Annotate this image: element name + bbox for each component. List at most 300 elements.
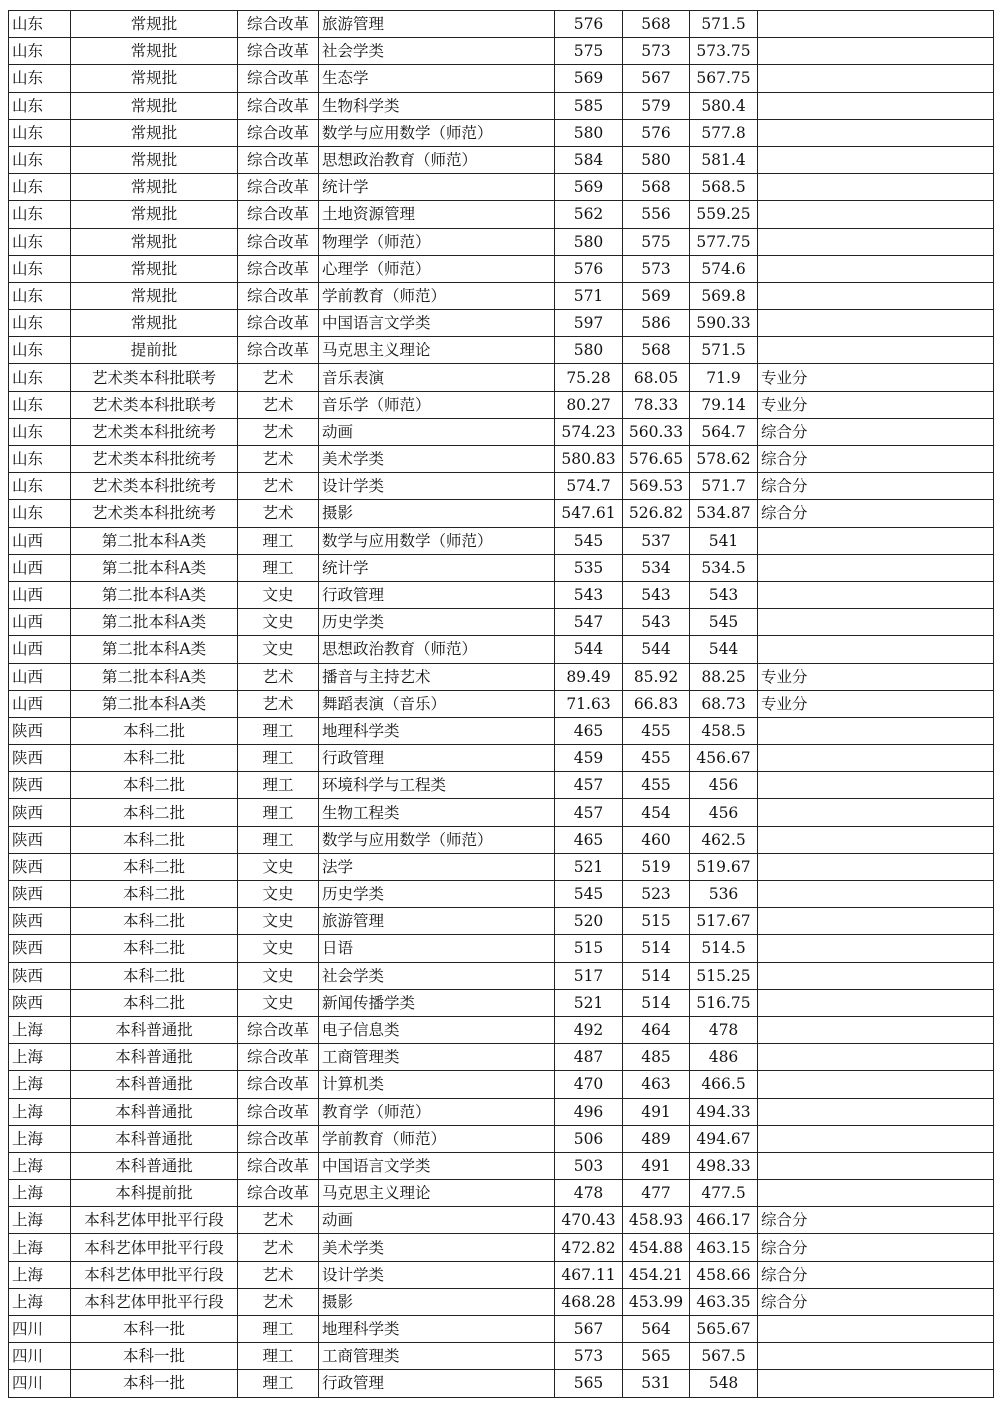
cell-category: 艺术 xyxy=(238,690,319,717)
cell-max-score: 467.11 xyxy=(555,1261,623,1288)
cell-category: 理工 xyxy=(238,717,319,744)
cell-major: 历史学类 xyxy=(319,609,555,636)
cell-avg-score: 88.25 xyxy=(690,663,758,690)
cell-province: 山东 xyxy=(9,418,71,445)
cell-note xyxy=(758,1098,994,1125)
cell-batch: 本科艺体甲批平行段 xyxy=(71,1288,238,1315)
cell-major: 历史学类 xyxy=(319,881,555,908)
cell-category: 文史 xyxy=(238,962,319,989)
cell-note xyxy=(758,282,994,309)
cell-batch: 本科普通批 xyxy=(71,1125,238,1152)
cell-min-score: 489 xyxy=(623,1125,690,1152)
cell-category: 文史 xyxy=(238,881,319,908)
cell-category: 艺术 xyxy=(238,418,319,445)
cell-category: 综合改革 xyxy=(238,92,319,119)
cell-major: 音乐表演 xyxy=(319,364,555,391)
cell-min-score: 514 xyxy=(623,935,690,962)
cell-note: 综合分 xyxy=(758,500,994,527)
cell-category: 理工 xyxy=(238,527,319,554)
cell-batch: 本科二批 xyxy=(71,908,238,935)
cell-avg-score: 568.5 xyxy=(690,174,758,201)
cell-major: 环境科学与工程类 xyxy=(319,772,555,799)
cell-batch: 本科艺体甲批平行段 xyxy=(71,1207,238,1234)
cell-note xyxy=(758,881,994,908)
cell-note xyxy=(758,799,994,826)
cell-avg-score: 544 xyxy=(690,636,758,663)
cell-province: 上海 xyxy=(9,1180,71,1207)
cell-category: 综合改革 xyxy=(238,174,319,201)
cell-category: 艺术 xyxy=(238,1261,319,1288)
cell-max-score: 521 xyxy=(555,989,623,1016)
cell-avg-score: 68.73 xyxy=(690,690,758,717)
cell-province: 山东 xyxy=(9,364,71,391)
cell-major: 中国语言文学类 xyxy=(319,1152,555,1179)
cell-major: 美术学类 xyxy=(319,1234,555,1261)
table-row xyxy=(9,717,994,744)
cell-avg-score: 577.75 xyxy=(690,228,758,255)
cell-min-score: 543 xyxy=(623,581,690,608)
cell-max-score: 71.63 xyxy=(555,690,623,717)
cell-batch: 第二批本科A类 xyxy=(71,636,238,663)
table-row xyxy=(9,146,994,173)
cell-major: 马克思主义理论 xyxy=(319,1180,555,1207)
cell-avg-score: 466.17 xyxy=(690,1207,758,1234)
cell-batch: 本科普通批 xyxy=(71,1016,238,1043)
cell-note xyxy=(758,636,994,663)
cell-min-score: 455 xyxy=(623,745,690,772)
cell-min-score: 477 xyxy=(623,1180,690,1207)
cell-category: 综合改革 xyxy=(238,11,319,38)
cell-province: 山东 xyxy=(9,38,71,65)
cell-batch: 艺术类本科批统考 xyxy=(71,446,238,473)
cell-batch: 本科二批 xyxy=(71,826,238,853)
cell-batch: 第二批本科A类 xyxy=(71,690,238,717)
cell-min-score: 454.88 xyxy=(623,1234,690,1261)
table-row xyxy=(9,881,994,908)
cell-batch: 本科二批 xyxy=(71,853,238,880)
cell-batch: 艺术类本科批联考 xyxy=(71,391,238,418)
cell-avg-score: 519.67 xyxy=(690,853,758,880)
cell-major: 数学与应用数学（师范） xyxy=(319,527,555,554)
cell-note xyxy=(758,745,994,772)
cell-min-score: 463 xyxy=(623,1071,690,1098)
cell-province: 山西 xyxy=(9,581,71,608)
cell-province: 陕西 xyxy=(9,772,71,799)
cell-batch: 本科提前批 xyxy=(71,1180,238,1207)
cell-max-score: 569 xyxy=(555,65,623,92)
cell-avg-score: 536 xyxy=(690,881,758,908)
cell-max-score: 565 xyxy=(555,1370,623,1397)
cell-max-score: 580 xyxy=(555,228,623,255)
cell-min-score: 544 xyxy=(623,636,690,663)
cell-note: 综合分 xyxy=(758,1234,994,1261)
cell-max-score: 562 xyxy=(555,201,623,228)
cell-note xyxy=(758,1016,994,1043)
table-row xyxy=(9,282,994,309)
cell-min-score: 453.99 xyxy=(623,1288,690,1315)
table-row xyxy=(9,65,994,92)
cell-major: 统计学 xyxy=(319,174,555,201)
cell-batch: 艺术类本科批统考 xyxy=(71,418,238,445)
cell-major: 马克思主义理论 xyxy=(319,337,555,364)
cell-note xyxy=(758,146,994,173)
cell-max-score: 503 xyxy=(555,1152,623,1179)
cell-major: 动画 xyxy=(319,1207,555,1234)
cell-category: 理工 xyxy=(238,799,319,826)
cell-major: 教育学（师范） xyxy=(319,1098,555,1125)
cell-major: 舞蹈表演（音乐） xyxy=(319,690,555,717)
cell-note xyxy=(758,1316,994,1343)
table-row xyxy=(9,989,994,1016)
cell-note xyxy=(758,65,994,92)
table-row xyxy=(9,663,994,690)
cell-province: 四川 xyxy=(9,1316,71,1343)
cell-category: 综合改革 xyxy=(238,337,319,364)
cell-major: 设计学类 xyxy=(319,473,555,500)
cell-major: 统计学 xyxy=(319,554,555,581)
cell-avg-score: 543 xyxy=(690,581,758,608)
cell-note xyxy=(758,1071,994,1098)
cell-category: 艺术 xyxy=(238,391,319,418)
cell-major: 地理科学类 xyxy=(319,717,555,744)
cell-batch: 本科二批 xyxy=(71,989,238,1016)
cell-min-score: 491 xyxy=(623,1152,690,1179)
cell-batch: 本科二批 xyxy=(71,799,238,826)
cell-category: 艺术 xyxy=(238,446,319,473)
table-row xyxy=(9,201,994,228)
cell-province: 山东 xyxy=(9,255,71,282)
cell-province: 山东 xyxy=(9,282,71,309)
cell-max-score: 535 xyxy=(555,554,623,581)
cell-note: 综合分 xyxy=(758,1288,994,1315)
cell-province: 上海 xyxy=(9,1207,71,1234)
cell-batch: 本科普通批 xyxy=(71,1152,238,1179)
cell-avg-score: 569.8 xyxy=(690,282,758,309)
cell-avg-score: 516.75 xyxy=(690,989,758,1016)
cell-avg-score: 486 xyxy=(690,1044,758,1071)
cell-max-score: 545 xyxy=(555,527,623,554)
table-row xyxy=(9,1125,994,1152)
cell-avg-score: 517.67 xyxy=(690,908,758,935)
cell-batch: 第二批本科A类 xyxy=(71,663,238,690)
cell-note xyxy=(758,1125,994,1152)
cell-category: 艺术 xyxy=(238,364,319,391)
cell-category: 综合改革 xyxy=(238,1180,319,1207)
cell-note: 综合分 xyxy=(758,1207,994,1234)
cell-batch: 常规批 xyxy=(71,146,238,173)
cell-avg-score: 494.67 xyxy=(690,1125,758,1152)
cell-province: 山东 xyxy=(9,174,71,201)
cell-max-score: 521 xyxy=(555,853,623,880)
cell-major: 新闻传播学类 xyxy=(319,989,555,1016)
cell-max-score: 492 xyxy=(555,1016,623,1043)
cell-note xyxy=(758,989,994,1016)
cell-category: 艺术 xyxy=(238,663,319,690)
cell-note xyxy=(758,310,994,337)
cell-max-score: 573 xyxy=(555,1343,623,1370)
cell-avg-score: 571.5 xyxy=(690,11,758,38)
cell-avg-score: 573.75 xyxy=(690,38,758,65)
table-row xyxy=(9,1316,994,1343)
cell-min-score: 568 xyxy=(623,11,690,38)
cell-category: 综合改革 xyxy=(238,146,319,173)
cell-max-score: 470.43 xyxy=(555,1207,623,1234)
cell-batch: 常规批 xyxy=(71,119,238,146)
cell-batch: 本科普通批 xyxy=(71,1044,238,1071)
score-sheet xyxy=(8,10,993,1398)
cell-max-score: 580 xyxy=(555,337,623,364)
cell-category: 文史 xyxy=(238,989,319,1016)
cell-category: 文史 xyxy=(238,935,319,962)
cell-max-score: 544 xyxy=(555,636,623,663)
cell-province: 山东 xyxy=(9,92,71,119)
cell-note: 专业分 xyxy=(758,663,994,690)
table-row xyxy=(9,908,994,935)
table-row xyxy=(9,228,994,255)
table-row xyxy=(9,636,994,663)
table-row xyxy=(9,391,994,418)
cell-max-score: 75.28 xyxy=(555,364,623,391)
cell-province: 山东 xyxy=(9,391,71,418)
cell-major: 摄影 xyxy=(319,500,555,527)
cell-batch: 本科二批 xyxy=(71,935,238,962)
cell-province: 山东 xyxy=(9,446,71,473)
cell-province: 陕西 xyxy=(9,962,71,989)
cell-province: 上海 xyxy=(9,1071,71,1098)
cell-province: 陕西 xyxy=(9,799,71,826)
cell-batch: 本科艺体甲批平行段 xyxy=(71,1234,238,1261)
cell-batch: 本科二批 xyxy=(71,745,238,772)
cell-batch: 艺术类本科批统考 xyxy=(71,500,238,527)
table-row xyxy=(9,1207,994,1234)
cell-major: 学前教育（师范） xyxy=(319,1125,555,1152)
cell-category: 艺术 xyxy=(238,1288,319,1315)
cell-province: 上海 xyxy=(9,1125,71,1152)
cell-major: 美术学类 xyxy=(319,446,555,473)
cell-min-score: 458.93 xyxy=(623,1207,690,1234)
cell-max-score: 459 xyxy=(555,745,623,772)
cell-avg-score: 559.25 xyxy=(690,201,758,228)
cell-category: 文史 xyxy=(238,581,319,608)
cell-min-score: 586 xyxy=(623,310,690,337)
table-row xyxy=(9,418,994,445)
cell-major: 中国语言文学类 xyxy=(319,310,555,337)
cell-min-score: 565 xyxy=(623,1343,690,1370)
table-row xyxy=(9,1071,994,1098)
table-row xyxy=(9,255,994,282)
cell-province: 陕西 xyxy=(9,989,71,1016)
cell-province: 山东 xyxy=(9,310,71,337)
cell-major: 学前教育（师范） xyxy=(319,282,555,309)
cell-batch: 本科艺体甲批平行段 xyxy=(71,1261,238,1288)
cell-note xyxy=(758,554,994,581)
cell-min-score: 579 xyxy=(623,92,690,119)
cell-min-score: 573 xyxy=(623,38,690,65)
cell-major: 摄影 xyxy=(319,1288,555,1315)
cell-min-score: 543 xyxy=(623,609,690,636)
cell-min-score: 514 xyxy=(623,962,690,989)
cell-category: 艺术 xyxy=(238,500,319,527)
cell-note: 综合分 xyxy=(758,418,994,445)
cell-province: 陕西 xyxy=(9,745,71,772)
cell-batch: 常规批 xyxy=(71,65,238,92)
cell-avg-score: 578.62 xyxy=(690,446,758,473)
cell-max-score: 580.83 xyxy=(555,446,623,473)
cell-category: 综合改革 xyxy=(238,1044,319,1071)
cell-category: 理工 xyxy=(238,1316,319,1343)
table-body xyxy=(9,11,994,1398)
cell-province: 山东 xyxy=(9,337,71,364)
cell-note xyxy=(758,527,994,554)
cell-batch: 艺术类本科批联考 xyxy=(71,364,238,391)
cell-avg-score: 571.7 xyxy=(690,473,758,500)
cell-major: 音乐学（师范） xyxy=(319,391,555,418)
cell-max-score: 80.27 xyxy=(555,391,623,418)
cell-batch: 常规批 xyxy=(71,228,238,255)
cell-major: 生物科学类 xyxy=(319,92,555,119)
cell-min-score: 567 xyxy=(623,65,690,92)
cell-min-score: 537 xyxy=(623,527,690,554)
cell-max-score: 520 xyxy=(555,908,623,935)
cell-note xyxy=(758,119,994,146)
cell-major: 土地资源管理 xyxy=(319,201,555,228)
cell-min-score: 491 xyxy=(623,1098,690,1125)
cell-major: 动画 xyxy=(319,418,555,445)
cell-note xyxy=(758,1180,994,1207)
cell-avg-score: 494.33 xyxy=(690,1098,758,1125)
cell-batch: 第二批本科A类 xyxy=(71,581,238,608)
cell-category: 综合改革 xyxy=(238,1098,319,1125)
cell-category: 理工 xyxy=(238,1343,319,1370)
cell-avg-score: 514.5 xyxy=(690,935,758,962)
table-row xyxy=(9,581,994,608)
cell-min-score: 580 xyxy=(623,146,690,173)
cell-category: 综合改革 xyxy=(238,255,319,282)
cell-avg-score: 498.33 xyxy=(690,1152,758,1179)
cell-major: 生物工程类 xyxy=(319,799,555,826)
cell-category: 综合改革 xyxy=(238,282,319,309)
cell-category: 综合改革 xyxy=(238,1016,319,1043)
cell-max-score: 576 xyxy=(555,11,623,38)
cell-max-score: 574.7 xyxy=(555,473,623,500)
cell-batch: 第二批本科A类 xyxy=(71,609,238,636)
cell-avg-score: 515.25 xyxy=(690,962,758,989)
table-row xyxy=(9,500,994,527)
cell-major: 社会学类 xyxy=(319,962,555,989)
table-row xyxy=(9,745,994,772)
cell-province: 陕西 xyxy=(9,826,71,853)
cell-category: 理工 xyxy=(238,745,319,772)
cell-min-score: 568 xyxy=(623,337,690,364)
cell-note xyxy=(758,935,994,962)
cell-max-score: 547.61 xyxy=(555,500,623,527)
cell-avg-score: 456.67 xyxy=(690,745,758,772)
cell-major: 行政管理 xyxy=(319,581,555,608)
cell-batch: 常规批 xyxy=(71,11,238,38)
cell-category: 综合改革 xyxy=(238,1125,319,1152)
cell-note xyxy=(758,92,994,119)
cell-max-score: 574.23 xyxy=(555,418,623,445)
cell-province: 山东 xyxy=(9,228,71,255)
cell-avg-score: 574.6 xyxy=(690,255,758,282)
cell-min-score: 575 xyxy=(623,228,690,255)
cell-province: 山东 xyxy=(9,500,71,527)
cell-batch: 本科普通批 xyxy=(71,1098,238,1125)
cell-max-score: 576 xyxy=(555,255,623,282)
cell-max-score: 571 xyxy=(555,282,623,309)
cell-province: 陕西 xyxy=(9,881,71,908)
cell-avg-score: 567.75 xyxy=(690,65,758,92)
cell-max-score: 547 xyxy=(555,609,623,636)
table-row xyxy=(9,473,994,500)
cell-avg-score: 534.87 xyxy=(690,500,758,527)
cell-province: 山东 xyxy=(9,11,71,38)
cell-note xyxy=(758,1152,994,1179)
cell-province: 山西 xyxy=(9,554,71,581)
cell-avg-score: 458.5 xyxy=(690,717,758,744)
cell-batch: 第二批本科A类 xyxy=(71,554,238,581)
cell-note xyxy=(758,1343,994,1370)
cell-major: 日语 xyxy=(319,935,555,962)
table-row xyxy=(9,1098,994,1125)
cell-note xyxy=(758,1044,994,1071)
cell-avg-score: 466.5 xyxy=(690,1071,758,1098)
cell-max-score: 543 xyxy=(555,581,623,608)
cell-avg-score: 545 xyxy=(690,609,758,636)
cell-avg-score: 565.67 xyxy=(690,1316,758,1343)
cell-max-score: 496 xyxy=(555,1098,623,1125)
cell-note: 综合分 xyxy=(758,473,994,500)
table-row xyxy=(9,1180,994,1207)
cell-major: 社会学类 xyxy=(319,38,555,65)
table-row xyxy=(9,1044,994,1071)
table-row xyxy=(9,310,994,337)
cell-major: 行政管理 xyxy=(319,745,555,772)
cell-note xyxy=(758,228,994,255)
cell-note xyxy=(758,853,994,880)
cell-category: 理工 xyxy=(238,554,319,581)
cell-max-score: 487 xyxy=(555,1044,623,1071)
cell-province: 山西 xyxy=(9,609,71,636)
cell-major: 旅游管理 xyxy=(319,908,555,935)
cell-province: 山西 xyxy=(9,527,71,554)
cell-min-score: 556 xyxy=(623,201,690,228)
cell-province: 上海 xyxy=(9,1044,71,1071)
cell-min-score: 515 xyxy=(623,908,690,935)
cell-category: 文史 xyxy=(238,908,319,935)
cell-max-score: 517 xyxy=(555,962,623,989)
cell-major: 地理科学类 xyxy=(319,1316,555,1343)
cell-category: 理工 xyxy=(238,826,319,853)
cell-min-score: 576 xyxy=(623,119,690,146)
cell-max-score: 580 xyxy=(555,119,623,146)
cell-max-score: 597 xyxy=(555,310,623,337)
cell-category: 综合改革 xyxy=(238,38,319,65)
table-row xyxy=(9,92,994,119)
cell-note xyxy=(758,581,994,608)
table-row xyxy=(9,935,994,962)
cell-major: 设计学类 xyxy=(319,1261,555,1288)
table-row xyxy=(9,853,994,880)
cell-avg-score: 79.14 xyxy=(690,391,758,418)
cell-major: 行政管理 xyxy=(319,1370,555,1397)
cell-category: 综合改革 xyxy=(238,119,319,146)
cell-category: 艺术 xyxy=(238,1207,319,1234)
cell-category: 理工 xyxy=(238,772,319,799)
cell-batch: 本科二批 xyxy=(71,717,238,744)
cell-max-score: 468.28 xyxy=(555,1288,623,1315)
cell-avg-score: 456 xyxy=(690,772,758,799)
